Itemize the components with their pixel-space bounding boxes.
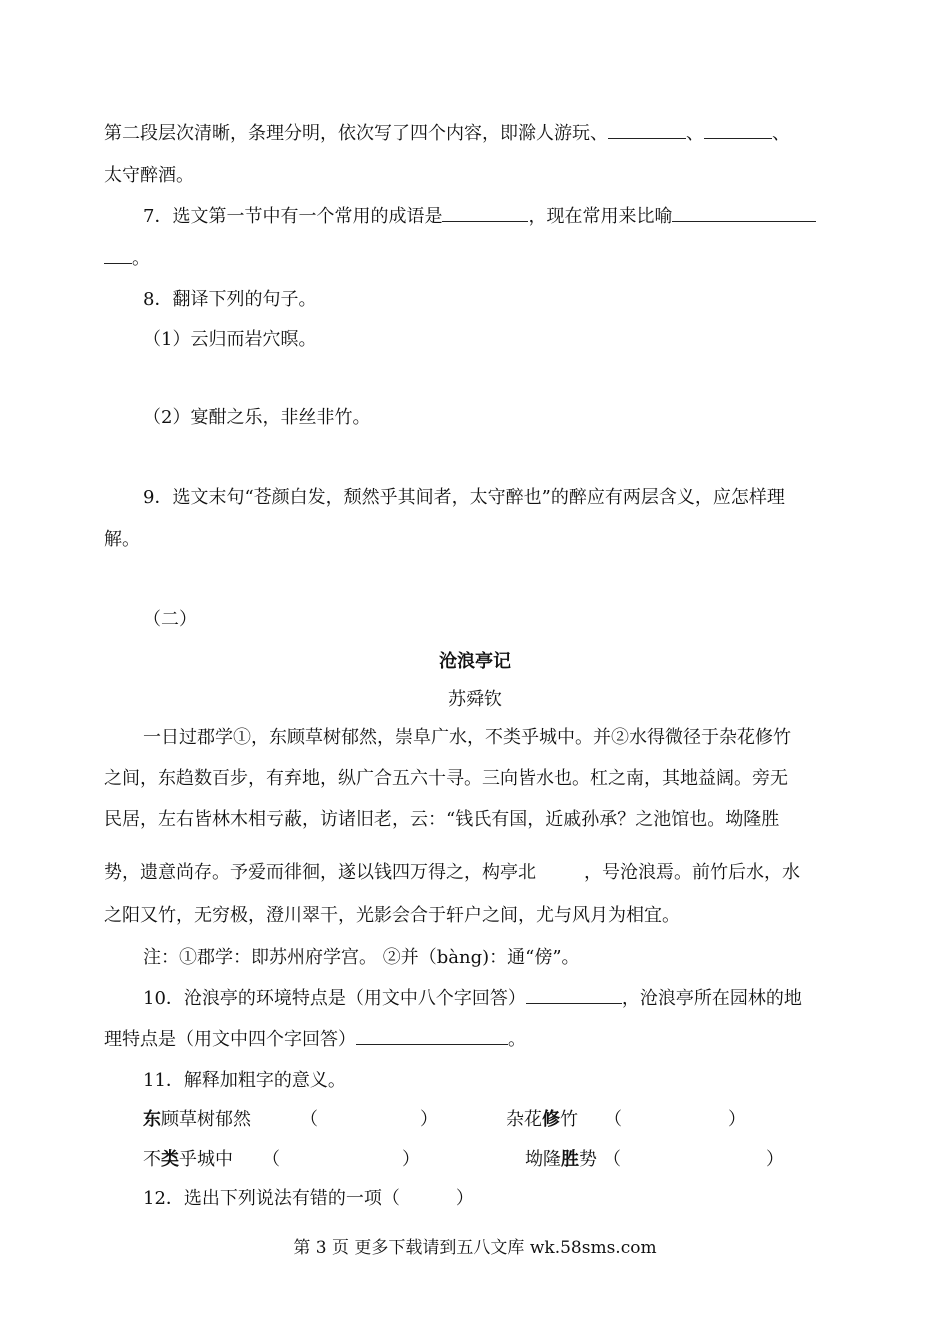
passage-line: 势，遗意尚存。予爱而徘徊，遂以钱四万得之，构亭北 ，号沧浪焉。前竹后水，水 xyxy=(104,862,800,883)
passage-author: 苏舜钦 xyxy=(448,689,502,710)
question-8-item-1: （1）云归而岩穴暝。 xyxy=(143,329,317,350)
q11-item-4-paren-close: ） xyxy=(766,1149,784,1170)
passage-title: 沧浪亭记 xyxy=(439,651,511,672)
answer-blank[interactable] xyxy=(704,122,772,139)
question-10-cont: 理特点是（用文中四个字回答） 。 xyxy=(104,1029,526,1050)
question-9-line2: 解。 xyxy=(104,529,140,550)
passage-line: 一日过郡学①，东顾草树郁然，崇阜广水，不类乎城中。并②水得微径于杂花修竹 xyxy=(143,727,791,748)
q11-item-3-paren-open[interactable]: （ xyxy=(262,1149,280,1170)
answer-blank[interactable] xyxy=(104,247,132,264)
question-12: 12．选出下列说法有错的一项（ ） xyxy=(143,1188,474,1209)
answer-blank[interactable] xyxy=(526,987,622,1004)
passage-line: 民居，左右皆林木相亏蔽，访诸旧老，云：“钱氏有国，近戚孙承？之池馆也。坳隆胜 xyxy=(104,809,780,830)
q11-item-4: 坳隆胜势 xyxy=(525,1149,597,1170)
question-8-item-2: （2）宴酣之乐，非丝非竹。 xyxy=(143,407,371,428)
q11-item-3: 不类乎城中 xyxy=(143,1149,233,1170)
passage-line: 之阳又竹，无穷极，澄川翠干，光影会合于轩户之间，尤与风月为相宜。 xyxy=(104,905,680,926)
question-7-cont: 。 xyxy=(104,247,150,271)
q11-item-2-paren-open[interactable]: （ xyxy=(604,1109,622,1130)
answer-blank[interactable] xyxy=(442,205,528,222)
question-11: 11．解释加粗字的意义。 xyxy=(143,1070,346,1091)
question-9-line1: 9．选文末句“苍颜白发，颓然乎其间者，太守醉也”的醉应有两层含义，应怎样理 xyxy=(143,487,785,508)
q11-item-2-paren-close: ） xyxy=(728,1109,746,1130)
question-10: 10．沧浪亭的环境特点是（用文中八个字回答） ，沧浪亭所在园林的地 xyxy=(143,988,802,1009)
answer-blank[interactable] xyxy=(608,122,686,139)
q11-item-1-paren-close: ） xyxy=(420,1109,438,1130)
passage-line: 之间，东趋数百步，有弃地，纵广合五六十寻。三向皆水也。杠之南，其地益阔。旁无 xyxy=(104,768,788,789)
section-label: （二） xyxy=(143,609,197,630)
paragraph-summary-line1: 第二段层次清晰，条理分明，依次写了四个内容，即滁人游玩、 、 、 xyxy=(104,123,790,144)
question-8: 8．翻译下列的句子。 xyxy=(143,289,317,310)
q11-item-1: 东顾草树郁然 xyxy=(143,1109,251,1130)
passage-note: 注：①郡学：即苏州府学宫。 ②并（bàng)：通“傍”。 xyxy=(143,947,580,968)
q11-item-2: 杂花修竹 xyxy=(506,1109,578,1130)
answer-blank[interactable] xyxy=(356,1028,508,1045)
q11-item-3-paren-close: ） xyxy=(402,1149,420,1170)
question-7: 7．选文第一节中有一个常用的成语是 ，现在常用来比喻 xyxy=(143,205,816,229)
page-footer: 第 3 页 更多下载请到五八文库 wk.58sms.com xyxy=(293,1238,657,1258)
q11-item-4-paren-open[interactable]: （ xyxy=(603,1149,621,1170)
answer-blank[interactable] xyxy=(672,205,816,222)
q11-item-1-paren-open[interactable]: （ xyxy=(300,1109,318,1130)
paragraph-summary-line2: 太守醉酒。 xyxy=(104,165,194,186)
